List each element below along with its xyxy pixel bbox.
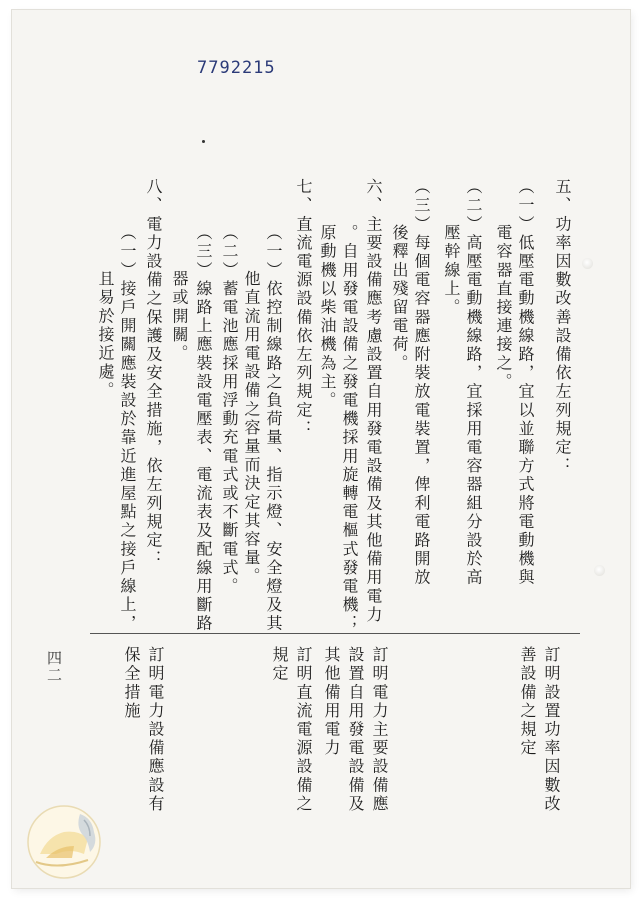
article-5-item-3: （三）每個電容器應附裝放電裝置，俾利電路開放 bbox=[412, 178, 431, 588]
article-8-heading: 八、電力設備之保護及安全措施，依左列規定： bbox=[144, 178, 163, 569]
article-6-heading: 六、主要設備應考慮設置自用發電設備及其他備用電力 bbox=[364, 178, 383, 625]
note-article-8-line-2: 保全措施 bbox=[122, 646, 141, 721]
article-8-item-1: （一）接戶開關應裝設於靠近進屋點之接戶線上， bbox=[118, 224, 137, 634]
article-5-item-1-cont: 電容器直接連接之。 bbox=[494, 224, 513, 392]
note-article-8-line-1: 訂明電力設備應設有 bbox=[146, 646, 165, 814]
article-7-item-3: （三）線路上應裝設電壓表、電流表及配線用斷路 bbox=[194, 224, 213, 634]
punch-hole-top bbox=[582, 258, 593, 269]
document-number: 7792215 bbox=[197, 58, 276, 78]
note-article-5-line-2: 善設備之規定 bbox=[518, 646, 537, 758]
note-article-6-line-1: 訂明電力主要設備應 bbox=[370, 646, 389, 814]
article-5-item-2: （二）高壓電動機線路，宜採用電容器組分設於高 bbox=[464, 178, 483, 588]
article-8-item-1-cont: 且易於接近處。 bbox=[96, 270, 115, 401]
note-article-6-line-3: 其他備用電力 bbox=[322, 646, 341, 758]
article-7-item-1: （一）依控制線路之負荷量、指示燈、安全燈及其 bbox=[264, 224, 283, 634]
article-6-cont-2: 原動機以柴油機為主。 bbox=[318, 224, 337, 410]
article-6-cont-1: 。自用發電設備之發電機採用旋轉電樞式發電機； bbox=[340, 224, 359, 634]
archive-logo-watermark bbox=[18, 796, 118, 882]
note-article-5-line-1: 訂明設置功率因數改 bbox=[542, 646, 561, 814]
article-7-item-1-cont: 他直流用電設備之容量而決定其容量。 bbox=[242, 270, 261, 587]
note-article-6-line-2: 設置自用發電設備及 bbox=[346, 646, 365, 814]
punch-hole-bottom bbox=[594, 565, 605, 576]
note-article-7-line-1: 訂明直流電源設備之 bbox=[294, 646, 313, 814]
article-7-item-2: （二）蓄電池應採用浮動充電式或不斷電式。 bbox=[220, 224, 239, 596]
article-5-heading: 五、功率因數改善設備依左列規定： bbox=[553, 178, 572, 476]
article-5-item-1: （一）低壓電動機線路，宜以並聯方式將電動機與 bbox=[516, 178, 535, 588]
article-7-heading: 七、直流電源設備依左列規定： bbox=[294, 178, 313, 439]
article-5-item-2-cont: 壓幹線上。 bbox=[442, 224, 461, 317]
article-7-item-3-cont: 器或開關。 bbox=[170, 270, 189, 363]
ink-dot bbox=[202, 140, 205, 143]
note-article-7-line-2: 規定 bbox=[270, 646, 289, 684]
section-divider bbox=[90, 633, 580, 634]
page-number: 四二 bbox=[45, 650, 63, 684]
article-5-item-3-cont: 後釋出殘留電荷。 bbox=[390, 224, 409, 373]
